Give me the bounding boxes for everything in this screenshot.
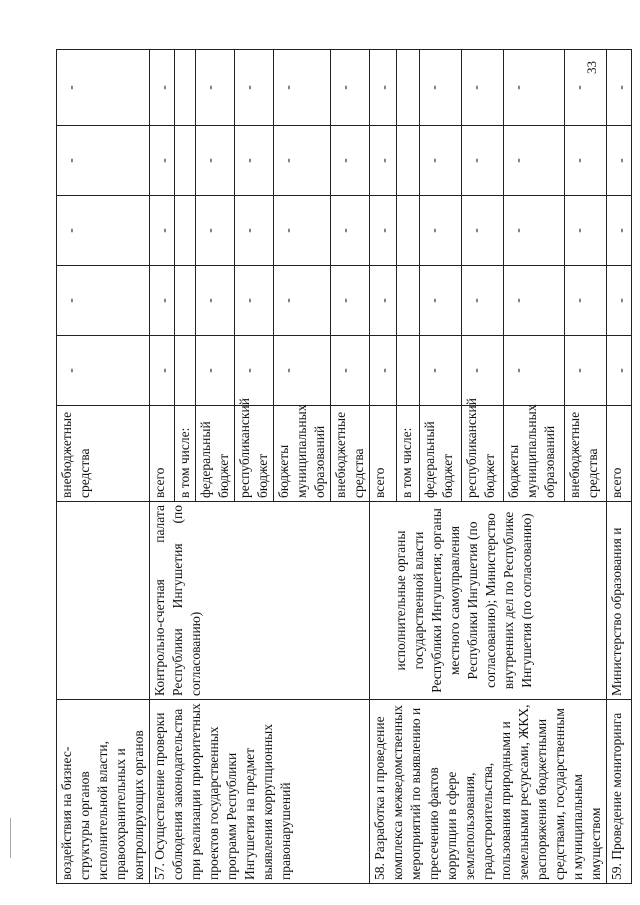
source-cell: федеральный бюджет <box>196 406 235 502</box>
value-cell: - <box>503 196 564 266</box>
value-cell <box>396 266 419 336</box>
table-row <box>370 50 397 884</box>
value-cell: - <box>461 126 503 196</box>
value-cell: - <box>370 266 397 336</box>
value-cell: - <box>370 196 397 266</box>
value-cell: - <box>196 196 235 266</box>
value-cell <box>175 336 196 406</box>
value-cell: - <box>235 50 274 126</box>
value-cell <box>396 336 419 406</box>
value-cell: - <box>331 266 370 336</box>
value-cell: - <box>235 196 274 266</box>
value-cell: - <box>461 196 503 266</box>
value-cell: - <box>607 196 632 266</box>
executor-cell: Контрольно-счетная палата Республики Ингушетия (по согласованию) <box>150 502 370 700</box>
source-cell: внебюджетные средства <box>331 406 370 502</box>
value-cell: - <box>564 126 606 196</box>
value-cell: - <box>274 266 331 336</box>
value-cell: - <box>564 336 606 406</box>
table-row <box>150 50 175 884</box>
value-cell: - <box>150 196 175 266</box>
measure-cell: 58. Разработка и проведение комплекса межведомственных мероприятий по выявлению и пресечению фактов коррупции в сфере землепользования, градостроительства, пользования природными и земельными ресурсами, ЖКХ, распоряжения бюджетными средствами, государственным и муниципальным имуществом <box>370 700 607 884</box>
value-cell: - <box>564 266 606 336</box>
measure-cell: 57. Осуществление проверки соблюдения законодательства при реализации приоритетных проектов государственных программ Республики Ингушетия на предмет выявления коррупционных правонарушений <box>150 700 370 884</box>
source-cell: внебюджетные средства <box>564 406 606 502</box>
source-cell: бюджеты муниципальных образований <box>503 406 564 502</box>
value-cell: - <box>57 196 150 266</box>
value-cell: - <box>607 126 632 196</box>
value-cell: - <box>196 336 235 406</box>
value-cell: - <box>503 266 564 336</box>
value-cell: - <box>150 126 175 196</box>
value-cell: - <box>150 336 175 406</box>
value-cell: - <box>419 196 461 266</box>
value-cell: - <box>370 126 397 196</box>
value-cell: - <box>150 50 175 126</box>
table-row <box>57 50 150 884</box>
value-cell: - <box>503 336 564 406</box>
source-cell: республиканский бюджет <box>235 406 274 502</box>
page-number: 33 <box>584 61 599 74</box>
budget-measures-table <box>56 49 632 884</box>
value-cell: - <box>419 336 461 406</box>
value-cell: - <box>564 196 606 266</box>
value-cell: - <box>370 336 397 406</box>
executor-cell: исполнительные органы государственной власти Республики Ингушетия; органы местного самоуправления Республики Ингушетия (по согласованию); Министерство внутренних дел по Республике Ингушетия (по согласованию) <box>370 502 607 700</box>
value-cell: - <box>57 266 150 336</box>
value-cell: - <box>331 50 370 126</box>
value-cell: - <box>235 336 274 406</box>
value-cell: - <box>150 266 175 336</box>
value-cell: - <box>419 126 461 196</box>
value-cell: - <box>196 126 235 196</box>
source-cell: республиканский бюджет <box>461 406 503 502</box>
measure-cell: 59. Проведение мониторинга <box>607 700 632 884</box>
executor-cell: Министерство образования и <box>607 502 632 700</box>
source-cell: в том числе: <box>396 406 419 502</box>
source-cell: всего <box>150 406 175 502</box>
value-cell: - <box>196 266 235 336</box>
value-cell: - <box>274 50 331 126</box>
value-cell: - <box>370 50 397 126</box>
measure-cell: воздействия на бизнес-структуры органов исполнительной власти, правоохранительных и контролирующих органов <box>57 700 150 884</box>
value-cell: - <box>419 266 461 336</box>
value-cell: - <box>461 266 503 336</box>
value-cell <box>396 196 419 266</box>
value-cell: - <box>419 50 461 126</box>
scan-artifact <box>10 818 11 858</box>
value-cell: - <box>331 196 370 266</box>
value-cell: - <box>331 126 370 196</box>
value-cell: - <box>607 50 632 126</box>
source-cell: бюджеты муниципальных образований <box>274 406 331 502</box>
value-cell: - <box>607 336 632 406</box>
table-row <box>607 50 632 884</box>
value-cell <box>175 266 196 336</box>
value-cell: - <box>331 336 370 406</box>
value-cell <box>396 50 419 126</box>
value-cell <box>175 50 196 126</box>
value-cell: - <box>503 126 564 196</box>
source-cell: всего <box>370 406 397 502</box>
value-cell: - <box>274 196 331 266</box>
value-cell: - <box>274 126 331 196</box>
executor-cell <box>57 502 150 700</box>
value-cell <box>175 196 196 266</box>
value-cell: - <box>57 336 150 406</box>
source-cell: федеральный бюджет <box>419 406 461 502</box>
source-cell: внебюджетные средства <box>57 406 150 502</box>
value-cell: - <box>461 50 503 126</box>
value-cell: - <box>461 336 503 406</box>
value-cell: - <box>57 126 150 196</box>
value-cell: - <box>503 50 564 126</box>
value-cell <box>175 126 196 196</box>
source-cell: всего <box>607 406 632 502</box>
value-cell: - <box>274 336 331 406</box>
value-cell: - <box>196 50 235 126</box>
value-cell: - <box>564 50 606 126</box>
value-cell: - <box>235 266 274 336</box>
source-cell: в том числе: <box>175 406 196 502</box>
value-cell: - <box>607 266 632 336</box>
value-cell: - <box>235 126 274 196</box>
value-cell: - <box>57 50 150 126</box>
value-cell <box>396 126 419 196</box>
